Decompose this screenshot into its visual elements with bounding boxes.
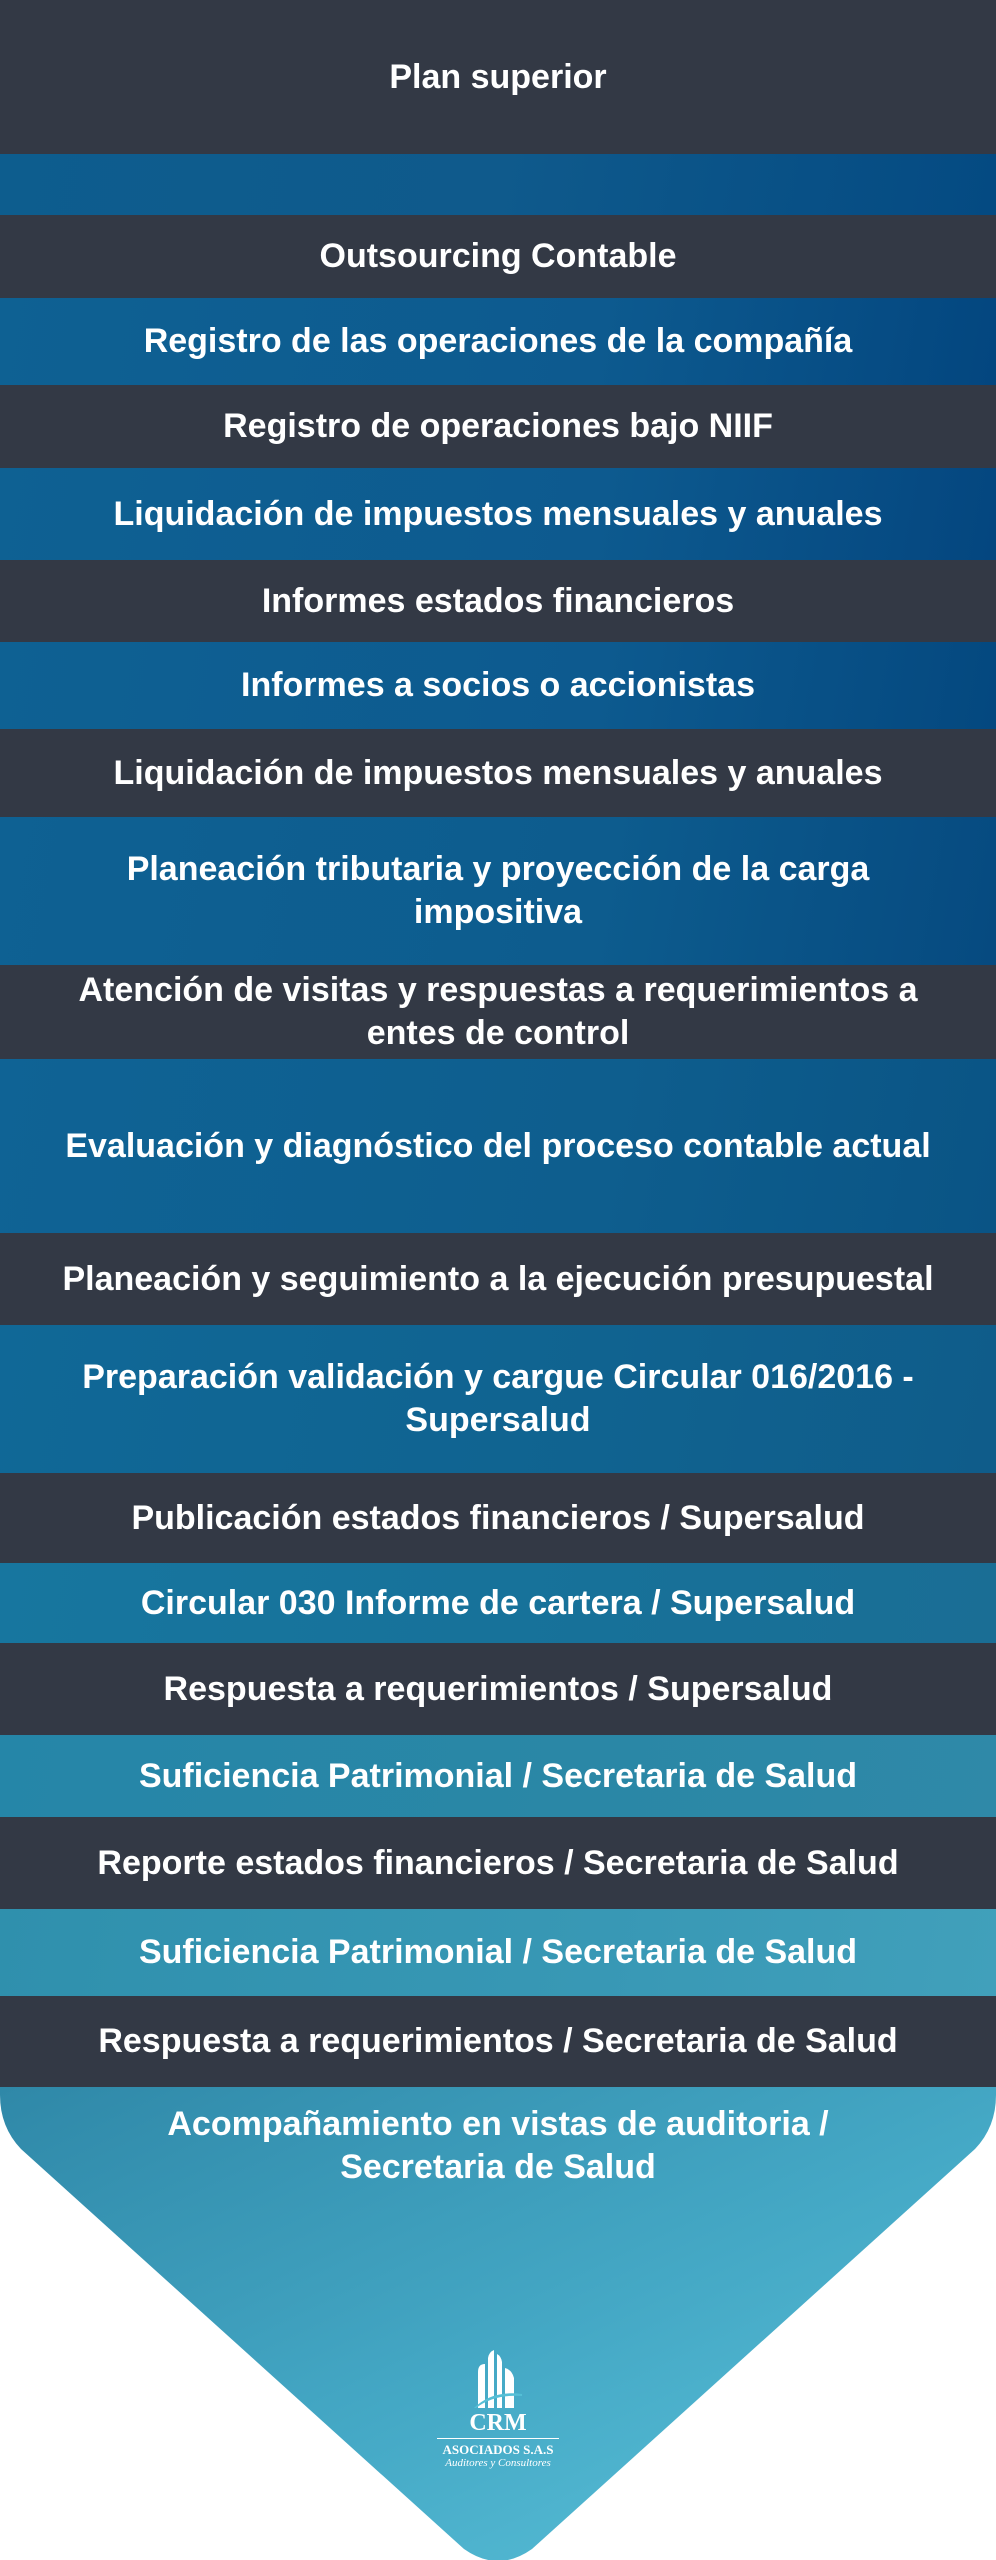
plan-item [0,385,996,468]
logo-tagline: Auditores y Consultores [445,2457,551,2469]
plan-item-text: Planeación tributaria y proyección de la carga impositiva [126,850,870,931]
plan-item [0,817,996,965]
crm-logo [398,2350,598,2480]
plan-item [0,468,996,560]
plan-item-text: Informes estados financieros [261,581,735,620]
plan-item [0,1643,996,1735]
plan-item-text: Registro de operaciones bajo NIIF [223,407,773,445]
plan-item-text: Acompañamiento en vistas de auditoria / Secretaria de Salud [167,2105,829,2186]
plan-item-text: Respuesta a requerimientos / Secretaria de Salud [98,2022,898,2060]
plan-title-band [0,0,996,154]
plan-item-final [90,2103,906,2189]
plan-title: Plan superior [389,57,607,96]
plan-item [0,1325,996,1473]
plan-item-text: Liquidación de impuestos mensuales y anuales [113,753,883,792]
logo-name: CRM [469,2410,527,2436]
plan-item-text: Liquidación de impuestos mensuales y anuales [113,494,883,533]
plan-item [0,1909,996,1996]
logo-company: ASOCIADOS S.A.S [442,2442,554,2457]
plan-item-text: Publicación estados financieros / Supersalud [131,1498,865,1537]
plan-item [0,560,996,642]
plan-item-text: Respuesta a requerimientos / Supersalud [163,1669,833,1708]
plan-item-text: Reporte estados financieros / Secretaria de Salud [97,1843,899,1882]
plan-item-text: Atención de visitas y respuestas a requerimientos a entes de control [78,971,918,1052]
plan-item-text: Planeación y seguimiento a la ejecución presupuestal [62,1259,934,1298]
plan-item [0,1233,996,1325]
plan-item-text: Suficiencia Patrimonial / Secretaria de Salud [138,1756,858,1795]
logo-divider [437,2438,559,2439]
building-icon [472,2350,524,2408]
plan-item-text: Circular 030 Informe de cartera / Supersalud [140,1583,856,1622]
plan-item-text: Suficiencia Patrimonial / Secretaria de Salud [138,1933,858,1971]
plan-item [0,1735,996,1817]
plan-item [0,1817,996,1909]
plan-item [0,1059,996,1233]
plan-item-text: Informes a socios o accionistas [241,666,755,704]
plan-item [0,642,996,729]
plan-item [0,1996,996,2087]
plan-item-text: Outsourcing Contable [319,237,677,275]
plan-item-text: Preparación validación y cargue Circular 016/2016 - Supersalud [82,1358,914,1439]
plan-item [0,1473,996,1563]
plan-item [0,729,996,817]
plan-item [0,965,996,1059]
divider-band [0,154,996,215]
plan-item [0,298,996,385]
plan-item [0,1563,996,1643]
plan-item [0,215,996,298]
plan-item-text: Evaluación y diagnóstico del proceso contable actual [65,1126,931,1165]
plan-item-text: Registro de las operaciones de la compañía [143,322,853,360]
